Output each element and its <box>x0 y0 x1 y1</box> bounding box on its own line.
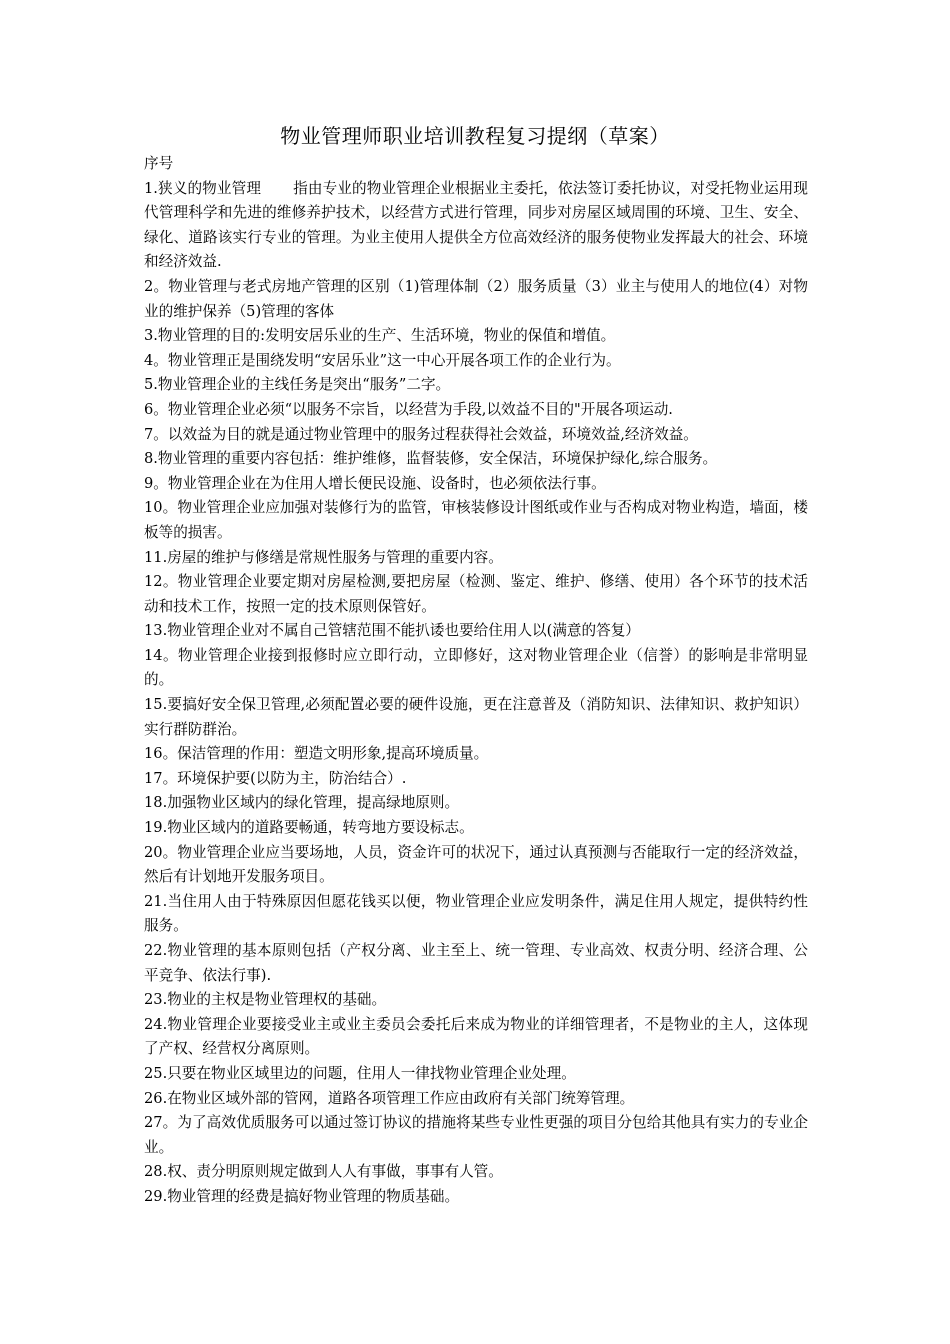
item-25: 25.只要在物业区域里边的问题，住用人一律找物业管理企业处理。 <box>144 1064 576 1082</box>
item-5: 5.物业管理企业的主线任务是突出“服务”二字。 <box>144 376 451 394</box>
item-13: 13.物业管理企业对不属自己管辖范围不能扒诿也要给住用人以(满意的答复） <box>144 622 640 640</box>
item-6: 6。物业管理企业必须“以服务不宗旨，以经营为手段,以效益不目的"开展各项运动. <box>144 400 673 418</box>
item-9: 9。物业管理企业在为住用人增长便民设施、设备时，也必须依法行事。 <box>144 474 606 492</box>
item-24: 24.物业管理企业要接受业主或业主委员会委托后来成为物业的详细管理者，不是物业的主人，这体现了产权、经营权分离原则。 <box>144 1015 808 1058</box>
item-26: 26.在物业区域外部的管网，道路各项管理工作应由政府有关部门统筹管理。 <box>144 1089 635 1107</box>
item-22: 22.物业管理的基本原则包括（产权分离、业主至上、统一管理、专业高效、权责分明、经济合理、公平竞争、依法行事). <box>144 942 808 984</box>
item-28: 28.权、责分明原则规定做到人人有事做，事事有人管。 <box>144 1163 503 1181</box>
item-16: 16。保洁管理的作用：塑造文明形象,提高环境质量。 <box>144 745 489 763</box>
item-1-term: 1.狭义的物业管理 <box>144 179 262 197</box>
item-23: 23.物业的主权是物业管理权的基础。 <box>144 991 387 1009</box>
item-27: 27。为了高效优质服务可以通过签订协议的措施将某些专业性更强的项目分包给其他具有实力的专业企业。 <box>144 1114 808 1156</box>
item-15: 15.要搞好安全保卫管理,必须配置必要的硬件设施，更在注意普及（消防知识、法律知识、救护知识）实行群防群治。 <box>144 696 808 738</box>
item-7: 7。以效益为目的就是通过物业管理中的服务过程获得社会效益，环境效益,经济效益。 <box>144 425 698 443</box>
item-19: 19.物业区域内的道路要畅通，转弯地方要设标志。 <box>144 819 474 837</box>
item-4: 4。物业管理正是围绕发明“安居乐业”这一中心开展各项工作的企业行为。 <box>144 351 621 369</box>
item-18: 18.加强物业区域内的绿化管理，提高绿地原则。 <box>144 794 460 812</box>
item-3: 3.物业管理的目的:发明安居乐业的生产、生活环境，物业的保值和增值。 <box>144 327 616 345</box>
document-title: 物业管理师职业培训教程复习提纲（草案） <box>280 124 670 148</box>
item-29: 29.物业管理的经费是搞好物业管理的物质基础。 <box>144 1187 460 1205</box>
item-10: 10。物业管理企业应加强对装修行为的监管，审核装修设计图纸或作业与否构成对物业构造，墙面，楼板等的损害。 <box>144 499 808 541</box>
document-body <box>144 152 808 1210</box>
heading-sequence: 序号 <box>144 155 174 172</box>
item-2: 2。物业管理与老式房地产管理的区别（1)管理体制（2）服务质量（3）业主与使用人的地位(4）对物业的维护保养（5)管理的客体 <box>144 277 808 320</box>
item-1 <box>144 177 808 275</box>
item-17: 17。环境保护要(以防为主，防治结合）. <box>144 769 407 787</box>
item-12: 12。物业管理企业要定期对房屋检测,要把房屋（检测、鉴定、维护、修缮、使用）各个环节的技术活动和技术工作，按照一定的技术原则保管好。 <box>144 573 808 615</box>
item-21: 21.当住用人由于特殊原因但愿花钱买以便，物业管理企业应发明条件，满足住用人规定，提供特约性服务。 <box>144 892 808 935</box>
item-11: 11.房屋的维护与修缮是常规性服务与管理的重要内容。 <box>144 548 503 566</box>
item-20: 20。物业管理企业应当要场地，人员，资金许可的状况下，通过认真预测与否能取行一定的经济效益，然后有计划地开发服务项目。 <box>144 843 808 886</box>
item-8: 8.物业管理的重要内容包括：维护维修，监督装修，安全保洁，环境保护绿化,综合服务。 <box>144 450 718 468</box>
item-1-definition: 指由专业的物业管理企业根据业主委托，依法签订委托协议，对受托物业运用现代管理科学和先进的维修养护技术，以经营方式进行管理，同步对房屋区域周围的环境、卫生、安全、绿化、道路该实行专业的管理。为业主使用人提供全方位高效经济的服务使物业发挥最大的社会、环境和经济效益. <box>144 179 808 271</box>
item-14: 14。物业管理企业接到报修时应立即行动，立即修好，这对物业管理企业（信誉）的影响是非常明显的。 <box>144 646 808 689</box>
